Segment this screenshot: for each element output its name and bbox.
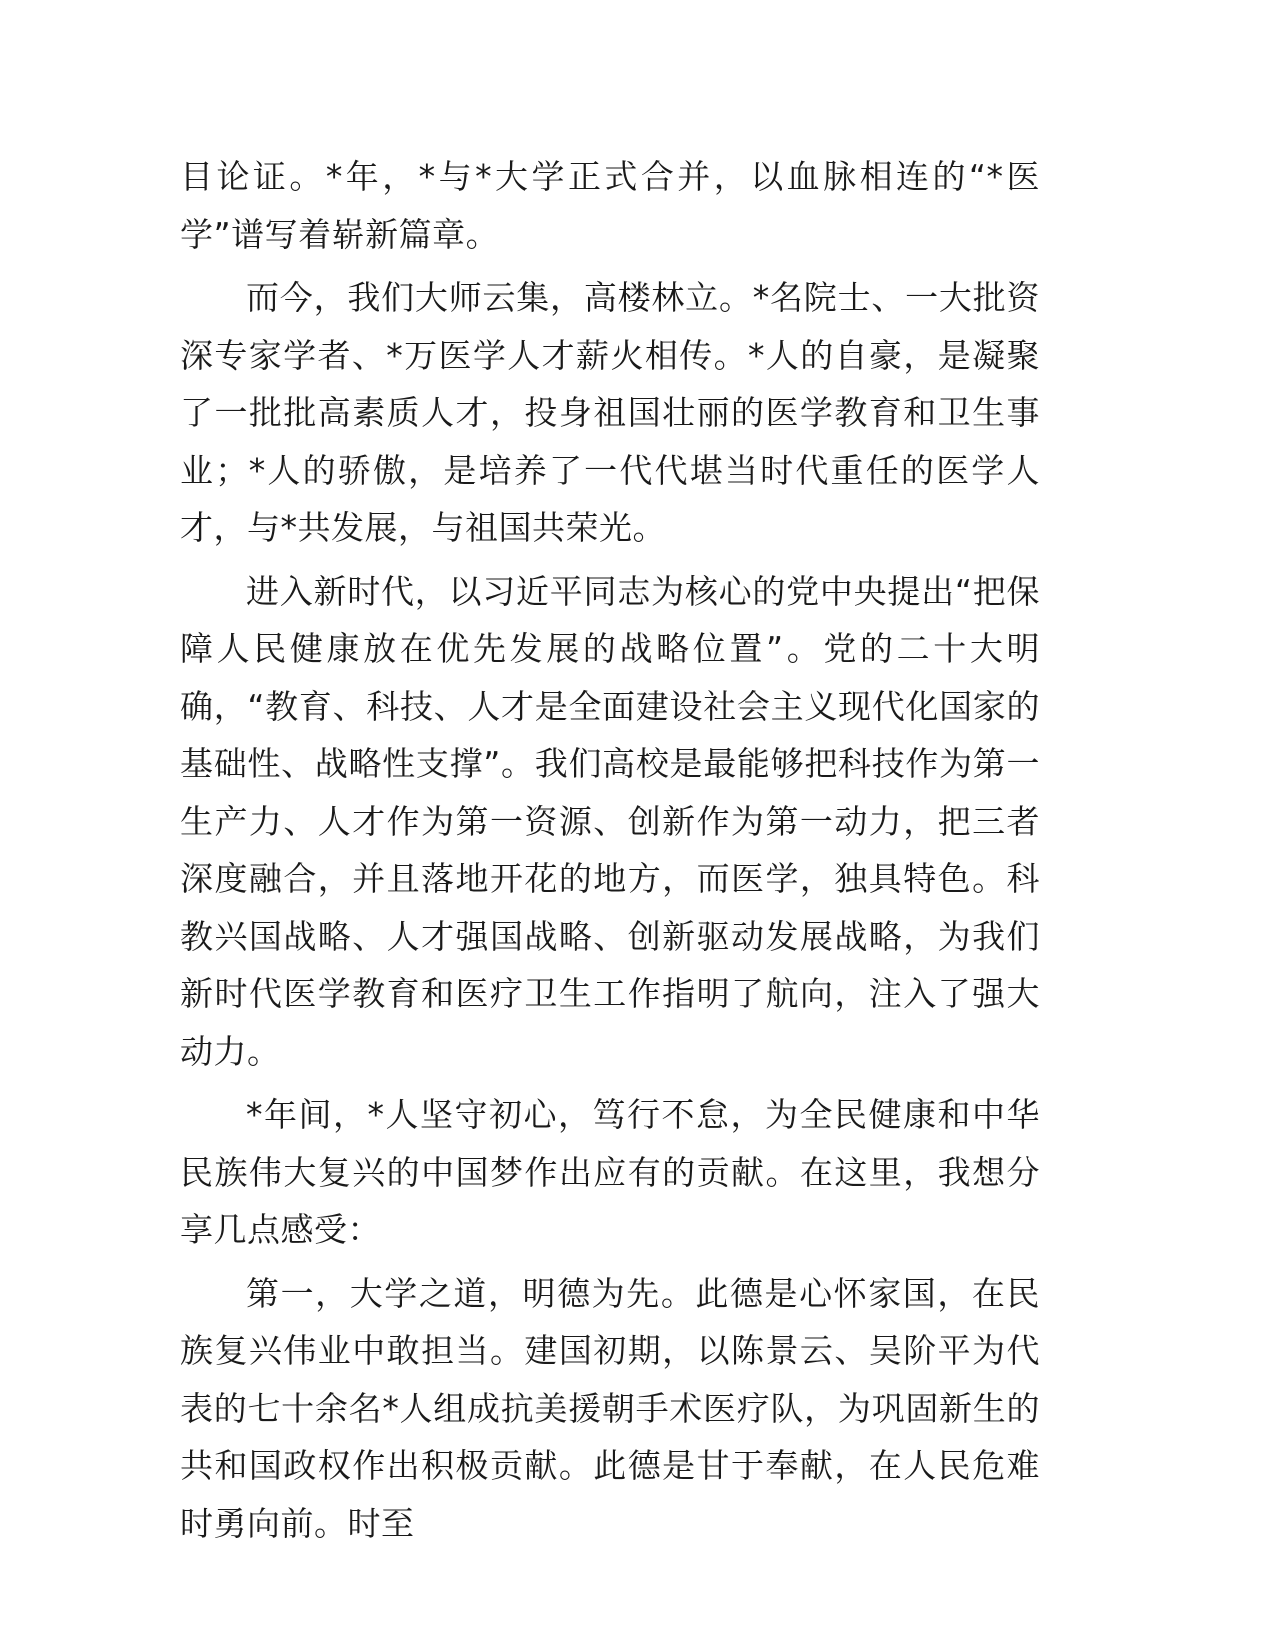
paragraph-4: *年间，*人坚守初心，笃行不怠，为全民健康和中华民族伟大复兴的中国梦作出应有的贡献。在这里，我想分享几点感受： [180, 1095, 1040, 1249]
paragraph-2: 而今，我们大师云集，高楼林立。*名院士、一大批资深专家学者、*万医学人才薪火相传。*人的自豪，是凝聚了一批批高素质人才，投身祖国壮丽的医学教育和卫生事业；*人的骄傲，是培养了一代代堪当时代重任的医学人才，与*共发展，与祖国共荣光。 [180, 278, 1040, 547]
document-page [180, 148, 1040, 1558]
paragraph-5: 第一，大学之道，明德为先。此德是心怀家国，在民族复兴伟业中敢担当。建国初期，以陈景云、吴阶平为代表的七十余名*人组成抗美援朝手术医疗队，为巩固新生的共和国政权作出积极贡献。此德是甘于奉献，在人民危难时勇向前。时至 [180, 1273, 1040, 1543]
paragraph-3: 进入新时代，以习近平同志为核心的党中央提出“把保障人民健康放在优先发展的战略位置”。党的二十大明确，“教育、科技、人才是全面建设社会主义现代化国家的基础性、战略性支撑”。我们高校是最能够把科技作为第一生产力、人才作为第一资源、创新作为第一动力，把三者深度融合，并且落地开花的地方，而医学，独具特色。科教兴国战略、人才强国战略、创新驱动发展战略，为我们新时代医学教育和医疗卫生工作指明了航向，注入了强大动力。 [180, 571, 1040, 1071]
paragraph-1: 目论证。*年，*与*大学正式合并，以血脉相连的“*医学”谱写着崭新篇章。 [180, 157, 1040, 254]
